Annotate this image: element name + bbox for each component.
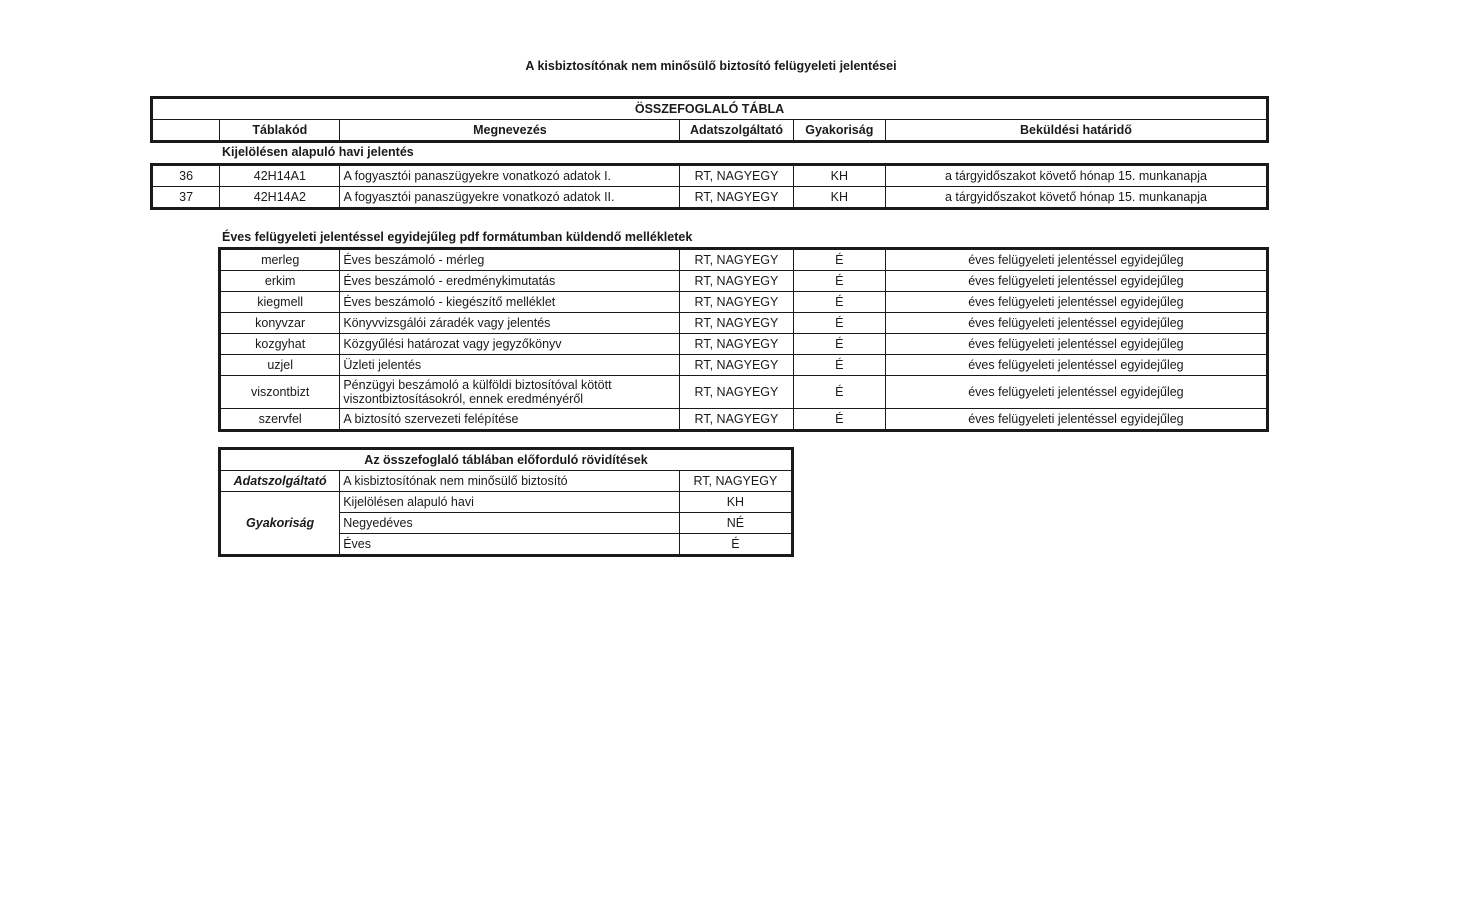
table-row — [220, 376, 1268, 409]
monthly-table — [150, 163, 1269, 210]
table-code: 42H14A2 — [220, 187, 340, 209]
table-code: 42H14A1 — [220, 165, 340, 187]
header-name: Megnevezés — [340, 120, 680, 142]
deadline: éves felügyeleti jelentéssel egyidejűleg — [885, 271, 1267, 292]
table-row — [220, 249, 1268, 271]
header-table-code: Táblakód — [220, 120, 340, 142]
frequency: KH — [793, 165, 885, 187]
table-row — [152, 187, 1268, 209]
frequency: É — [793, 376, 885, 409]
frequency: É — [793, 313, 885, 334]
frequency: É — [793, 271, 885, 292]
report-name: Pénzügyi beszámoló a külföldi biztosítóval kötött viszontbiztosításokról, ennek eredményéről — [340, 376, 680, 409]
table-row — [220, 271, 1268, 292]
deadline: éves felügyeleti jelentéssel egyidejűleg — [885, 292, 1267, 313]
provider-label: Adatszolgáltató — [220, 471, 340, 492]
frequency-code: É — [679, 534, 792, 556]
deadline: a tárgyidőszakot követő hónap 15. munkanapja — [885, 165, 1267, 187]
provider: RT, NAGYEGY — [680, 334, 793, 355]
frequency-code: NÉ — [679, 513, 792, 534]
report-name: A biztosító szervezeti felépítése — [340, 409, 680, 431]
table-row — [220, 313, 1268, 334]
summary-header-row — [152, 120, 1268, 142]
provider: RT, NAGYEGY — [680, 292, 793, 313]
provider-code: RT, NAGYEGY — [679, 471, 792, 492]
provider: RT, NAGYEGY — [680, 376, 793, 409]
deadline: éves felügyeleti jelentéssel egyidejűleg — [885, 355, 1267, 376]
table-row — [220, 355, 1268, 376]
monthly-section-heading: Kijelölésen alapuló havi jelentés — [222, 145, 414, 159]
report-name: A fogyasztói panaszügyekre vonatkozó adatok I. — [340, 165, 680, 187]
table-row — [220, 334, 1268, 355]
annual-table — [218, 247, 1269, 432]
header-number — [152, 120, 220, 142]
frequency: É — [793, 409, 885, 431]
header-deadline: Beküldési határidő — [885, 120, 1267, 142]
abbreviations-table — [218, 447, 794, 557]
report-name: Üzleti jelentés — [340, 355, 680, 376]
deadline: a tárgyidőszakot követő hónap 15. munkanapja — [885, 187, 1267, 209]
report-name: Éves beszámoló - kiegészítő melléklet — [340, 292, 680, 313]
frequency: É — [793, 355, 885, 376]
table-row — [220, 492, 793, 513]
deadline: éves felügyeleti jelentéssel egyidejűleg — [885, 313, 1267, 334]
summary-caption: ÖSSZEFOGLALÓ TÁBLA — [152, 98, 1268, 120]
report-name: Könyvvizsgálói záradék vagy jelentés — [340, 313, 680, 334]
provider-description: A kisbiztosítónak nem minősülő biztosító — [340, 471, 680, 492]
frequency-description: Negyedéves — [340, 513, 680, 534]
table-row — [220, 292, 1268, 313]
page-title: A kisbiztosítónak nem minősülő biztosító felügyeleti jelentései — [525, 59, 897, 73]
frequency: É — [793, 292, 885, 313]
deadline: éves felügyeleti jelentéssel egyidejűleg — [885, 249, 1267, 271]
frequency-description: Kijelölésen alapuló havi — [340, 492, 680, 513]
deadline: éves felügyeleti jelentéssel egyidejűleg — [885, 376, 1267, 409]
annual-section-heading: Éves felügyeleti jelentéssel egyidejűleg pdf formátumban küldendő mellékletek — [222, 230, 693, 244]
provider: RT, NAGYEGY — [680, 409, 793, 431]
frequency: É — [793, 249, 885, 271]
provider: RT, NAGYEGY — [680, 355, 793, 376]
table-code: kozgyhat — [220, 334, 340, 355]
report-name: Éves beszámoló - mérleg — [340, 249, 680, 271]
table-row — [152, 165, 1268, 187]
table-code: uzjel — [220, 355, 340, 376]
header-provider: Adatszolgáltató — [680, 120, 793, 142]
frequency-label: Gyakoriság — [220, 492, 340, 556]
provider: RT, NAGYEGY — [680, 187, 793, 209]
header-frequency: Gyakoriság — [793, 120, 885, 142]
table-code: erkim — [220, 271, 340, 292]
row-number: 37 — [152, 187, 220, 209]
provider: RT, NAGYEGY — [680, 271, 793, 292]
summary-header-table — [150, 96, 1269, 143]
row-number: 36 — [152, 165, 220, 187]
provider: RT, NAGYEGY — [680, 165, 793, 187]
table-code: kiegmell — [220, 292, 340, 313]
table-row — [220, 471, 793, 492]
report-name: Éves beszámoló - eredménykimutatás — [340, 271, 680, 292]
frequency-code: KH — [679, 492, 792, 513]
report-name: A fogyasztói panaszügyekre vonatkozó adatok II. — [340, 187, 680, 209]
provider: RT, NAGYEGY — [680, 313, 793, 334]
table-code: szervfel — [220, 409, 340, 431]
deadline: éves felügyeleti jelentéssel egyidejűleg — [885, 409, 1267, 431]
abbreviations-caption: Az összefoglaló táblában előforduló rövidítések — [220, 449, 793, 471]
frequency: É — [793, 334, 885, 355]
table-code: konyvzar — [220, 313, 340, 334]
summary-caption-row — [152, 98, 1268, 120]
report-name: Közgyűlési határozat vagy jegyzőkönyv — [340, 334, 680, 355]
frequency-description: Éves — [340, 534, 680, 556]
provider: RT, NAGYEGY — [680, 249, 793, 271]
frequency: KH — [793, 187, 885, 209]
table-code: viszontbizt — [220, 376, 340, 409]
deadline: éves felügyeleti jelentéssel egyidejűleg — [885, 334, 1267, 355]
table-row — [220, 409, 1268, 431]
table-code: merleg — [220, 249, 340, 271]
abbreviations-caption-row — [220, 449, 793, 471]
